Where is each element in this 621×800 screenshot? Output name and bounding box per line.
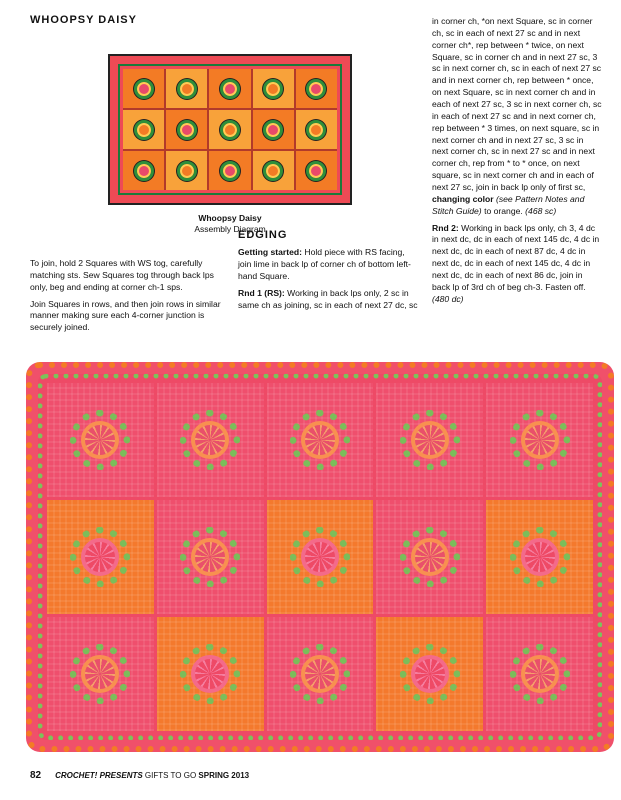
- flower-ring-icon: [134, 161, 154, 181]
- flower-motif: [400, 410, 460, 470]
- page-footer: [30, 770, 249, 781]
- diagram-grid: [123, 69, 337, 190]
- flower-motif: [510, 410, 570, 470]
- flower-ring-icon: [306, 161, 326, 181]
- flower-ring-icon: [220, 161, 240, 181]
- join-instructions: To join, hold 2 Squares with WS tog, carefully matching sts. Sew Squares tog through back lps only, beg and ending at corner ch-1 sps.: [30, 258, 214, 292]
- edging-heading: EDGING: [238, 229, 288, 241]
- caption-subtitle: Assembly Diagram: [194, 223, 266, 234]
- diagram-square: [209, 110, 250, 149]
- blanket-square: [267, 617, 374, 731]
- page-section-title: WHOOPSY DAISY: [30, 14, 137, 26]
- round-1-continued: in corner ch, *on next Square, sc in corner ch, sc in each of next 27 sc and in next corner ch*, rep between * twice, on next Square, sc in corner ch and in next 27 sc, 3 sc in next corner ch, sc in each of next 27 sc and in next corner ch, rep between * once, on next Square, sc in next corner ch and in each of next 27 sc, 3 sc in next corner ch, sc in each of next 27 sc and in next corner ch, rep between * 3 times, on next square, sc in next corner ch and in next 27 sc, 3 sc in next corner ch, sc in next 27 sc and in next corner ch, rep from * to * once, on next square, sc in next corner ch and in each of next 27 sc, join in back lp only of first sc, changing color (see Pattern Notes and Stitch Guide) to orange. (468 sc): [432, 16, 602, 216]
- flower-ring-icon: [263, 79, 283, 99]
- blanket-square: [486, 617, 593, 731]
- diagram-square: [296, 151, 337, 190]
- blanket-square: [267, 383, 374, 497]
- flower-ring-icon: [134, 79, 154, 99]
- diagram-square: [123, 110, 164, 149]
- diagram-square: [209, 69, 250, 108]
- round-1-paragraph: Rnd 1 (RS): Working in back lps only, 2 sc in same ch as joining, sc in each of next 27 dc, sc: [238, 287, 418, 310]
- flower-motif: [510, 527, 570, 587]
- blanket-square: [376, 500, 483, 614]
- diagram-square: [253, 151, 294, 190]
- text-column-2: [238, 228, 418, 316]
- flower-motif: [180, 527, 240, 587]
- diagram-square: [123, 151, 164, 190]
- blanket-square: [157, 500, 264, 614]
- blanket-square: [157, 383, 264, 497]
- text-column-1: [30, 258, 226, 339]
- flower-ring-icon: [306, 120, 326, 140]
- flower-ring-icon: [306, 79, 326, 99]
- flower-motif: [70, 644, 130, 704]
- flower-ring-icon: [134, 120, 154, 140]
- diagram-square: [166, 110, 207, 149]
- flower-motif: [70, 527, 130, 587]
- round-2-paragraph: Rnd 2: Working in back lps only, ch 3, 4 dc in next dc, dc in each of next 145 dc, 4 dc in next dc, dc in each of next 87 dc, 4 dc in next dc, dc in each of next 145 dc, 4 dc in next dc, dc in each of next 86 dc, join in back lp of 3rd ch of beg ch-3. Fasten off. (480 dc): [432, 222, 600, 304]
- page-number: 82: [30, 770, 42, 781]
- blanket-square: [486, 383, 593, 497]
- flower-motif: [290, 527, 350, 587]
- blanket-square: [486, 500, 593, 614]
- flower-motif: [180, 410, 240, 470]
- diagram-square: [209, 151, 250, 190]
- flower-motif: [180, 644, 240, 704]
- diagram-square: [123, 69, 164, 108]
- flower-ring-icon: [177, 161, 197, 181]
- flower-ring-icon: [263, 161, 283, 181]
- diagram-frame: [108, 54, 352, 205]
- flower-ring-icon: [177, 79, 197, 99]
- text-column-3: [432, 16, 602, 311]
- blanket-square: [47, 500, 154, 614]
- flower-ring-icon: [220, 79, 240, 99]
- join-rows-instructions: Join Squares in rows, and then join rows in similar manner making sure each 4-corner junction is securely joined.: [30, 298, 221, 333]
- diagram-square: [296, 69, 337, 108]
- flower-ring-icon: [220, 120, 240, 140]
- blanket-square: [47, 617, 154, 731]
- flower-ring-icon: [263, 120, 283, 140]
- blanket-square: [157, 617, 264, 731]
- diagram-square: [166, 69, 207, 108]
- diagram-square: [253, 69, 294, 108]
- publication-name: CROCHET! PRESENTS GIFTS TO GO SPRING 2013: [55, 771, 250, 780]
- blanket-photo: [22, 358, 618, 756]
- flower-motif: [400, 527, 460, 587]
- caption-title: Whoopsy Daisy: [198, 213, 262, 223]
- blanket-square: [47, 383, 154, 497]
- flower-motif: [290, 644, 350, 704]
- flower-motif: [400, 644, 460, 704]
- flower-motif: [70, 410, 130, 470]
- diagram-square: [296, 110, 337, 149]
- flower-motif: [510, 644, 570, 704]
- blanket-square: [376, 383, 483, 497]
- blanket-square: [267, 500, 374, 614]
- diagram-square: [166, 151, 207, 190]
- assembly-diagram: [108, 54, 352, 205]
- blanket-square: [376, 617, 483, 731]
- blanket-grid: [47, 383, 593, 731]
- blanket: [26, 362, 614, 752]
- flower-motif: [290, 410, 350, 470]
- getting-started-paragraph: Getting started: Hold piece with RS facing, join lime in back lp of corner ch of bottom left-hand Square.: [238, 247, 411, 281]
- diagram-square: [253, 110, 294, 149]
- flower-ring-icon: [177, 120, 197, 140]
